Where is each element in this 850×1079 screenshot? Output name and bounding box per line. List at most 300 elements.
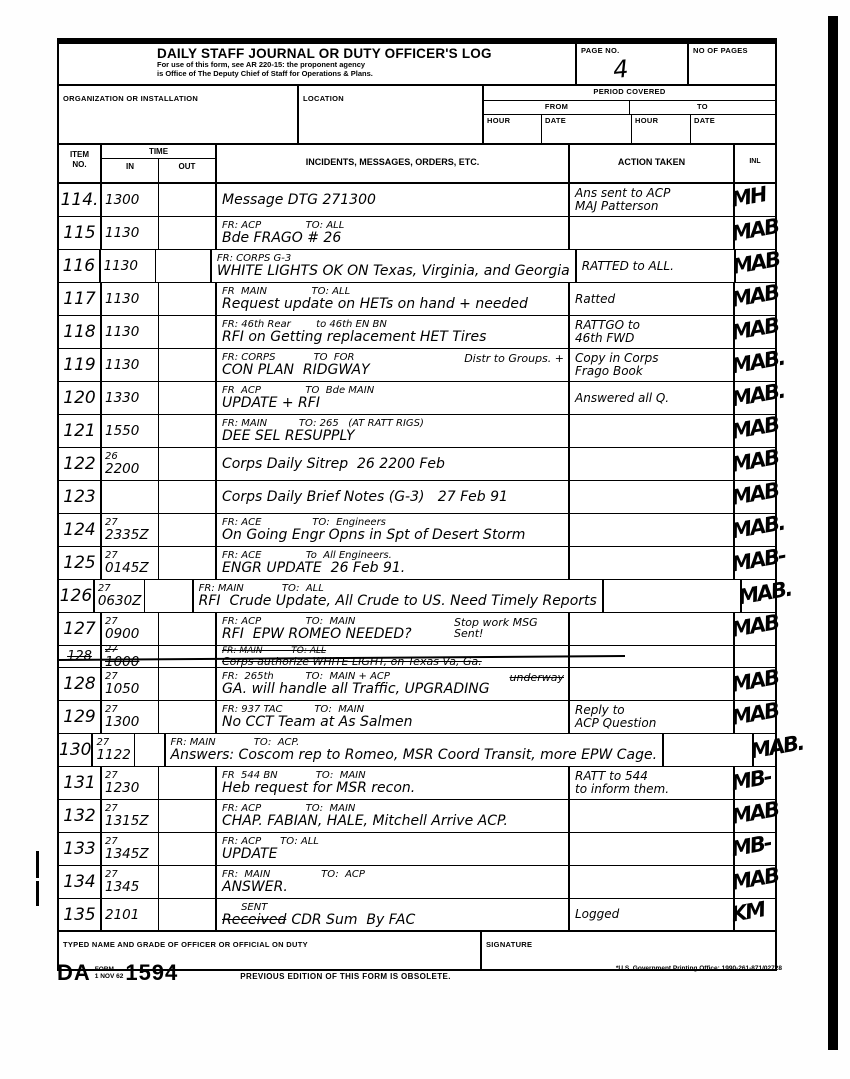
initials-cell	[748, 730, 806, 766]
action-line-2: MAJ Patterson	[575, 199, 659, 213]
time-day: 27	[97, 583, 111, 594]
log-row	[59, 445, 780, 481]
incident-text: CHAP. FABIAN, HALE, Mitchell Arrive ACP.	[222, 813, 508, 829]
incident-text: GA. will handle all Traffic, UPGRADING	[222, 681, 490, 697]
action-line-1: Ratted	[575, 291, 616, 306]
item-no-cell: 135	[59, 899, 102, 930]
time-day: 27	[96, 737, 110, 748]
time-day: 27	[105, 704, 118, 715]
time-value: 1122	[96, 747, 131, 763]
incident-text: Corps Daily Sitrep 26 2200 Feb	[222, 455, 445, 472]
initials-cell	[729, 345, 786, 381]
item-no-cell: 120	[59, 382, 102, 414]
margin-mark	[36, 881, 39, 906]
incident-from-to: FR: MAIN TO: ALL	[198, 583, 324, 594]
incident-from-to: FR: ACP TO: MAIN	[222, 803, 356, 814]
time-out-cell	[159, 448, 217, 480]
log-row	[59, 610, 780, 646]
time-in-cell	[102, 184, 159, 216]
action-taken-cell	[570, 481, 735, 513]
incident-from-to: FR: ACP TO: MAIN	[222, 616, 356, 627]
log-row	[59, 247, 782, 283]
title-cell	[59, 44, 575, 84]
incident-from-to: FR: 937 TAC TO: MAIN	[222, 704, 365, 715]
incident-from-to: FR ACP TO Bde MAIN	[222, 385, 375, 396]
item-no-cell: 118	[59, 316, 102, 348]
item-no-cell: 116	[59, 250, 101, 282]
log-row	[59, 313, 780, 349]
initials-scribble: MAB	[729, 665, 780, 697]
incident-text: RFI on Getting replacement HET Tires	[222, 329, 487, 345]
time-value: 1130	[103, 258, 138, 274]
page-no-value: 4	[611, 54, 630, 84]
action-taken-cell	[570, 415, 735, 447]
time-out-cell	[159, 767, 217, 799]
incident-cell	[217, 833, 570, 865]
log-row	[59, 830, 775, 866]
incident-cell	[217, 316, 570, 348]
incident-text: Heb request for MSR recon.	[222, 780, 416, 796]
time-in-cell	[93, 734, 134, 766]
initials-scribble: MAB	[729, 214, 780, 246]
initials-scribble: MAB	[729, 445, 780, 477]
to-date-label: DATE	[694, 116, 716, 125]
action-taken-cell	[604, 580, 742, 612]
action-line-2: to inform them.	[575, 782, 670, 796]
signature-label: SIGNATURE	[486, 940, 533, 949]
incident-cell	[217, 283, 570, 315]
log-row	[59, 214, 780, 250]
initials-scribble: MAB.	[748, 730, 806, 764]
incident-text: Answers: Coscom rep to Romeo, MSR Coord Transit, more EPW Cage.	[170, 747, 658, 763]
incident-from-to: FR 544 BN TO: MAIN	[222, 770, 366, 781]
incident-from-to: FR: MAIN TO: ACP	[222, 869, 365, 880]
log-rows	[59, 182, 806, 932]
incident-text: UPDATE + RFI	[222, 395, 320, 411]
item-no-cell: 127	[59, 613, 102, 645]
log-row	[59, 378, 786, 415]
action-line-2: Frago Book	[575, 364, 643, 378]
time-in-cell	[102, 643, 159, 670]
action-taken-cell	[570, 283, 735, 315]
incident-note: Stop work MSG Sent!	[454, 616, 538, 640]
log-row	[59, 510, 786, 547]
time-in-cell	[102, 668, 159, 700]
title-band	[59, 44, 775, 86]
time-value: 0900	[105, 626, 140, 642]
time-in-label: IN	[102, 159, 159, 182]
log-row	[59, 863, 780, 899]
item-no-cell: 126	[59, 580, 95, 612]
log-row	[59, 412, 780, 448]
log-row	[59, 899, 775, 932]
time-in-cell	[102, 547, 159, 579]
time-out-cell	[159, 184, 217, 216]
time-out-cell	[135, 734, 166, 766]
time-in-cell	[102, 217, 159, 249]
time-out-cell	[159, 547, 217, 579]
time-in-cell	[102, 767, 159, 799]
initials-cell	[729, 797, 780, 832]
time-in-cell	[102, 800, 159, 832]
time-in-cell	[102, 613, 159, 645]
incident-from-to: FR MAIN TO: ALL	[222, 286, 351, 297]
initials-scribble: MAB	[729, 280, 780, 312]
incident-cell	[217, 701, 570, 733]
item-no-cell: 128	[59, 646, 102, 667]
initials-header: INL	[749, 158, 761, 165]
time-day: 27	[105, 770, 118, 781]
log-row	[59, 643, 775, 670]
time-out-cell	[159, 349, 217, 381]
initials-scribble: MB-	[729, 830, 773, 862]
incident-from-to: FR: ACP TO: ALL	[222, 220, 345, 231]
item-no-cell: 132	[59, 800, 102, 832]
time-out-cell	[159, 415, 217, 447]
time-value: 1130	[105, 324, 140, 340]
incident-text: No CCT Team at As Salmen	[222, 714, 413, 730]
action-taken-cell	[570, 701, 735, 733]
log-row	[59, 698, 780, 734]
incident-cell	[217, 415, 570, 447]
time-header	[102, 145, 217, 182]
initials-scribble: MAB.	[729, 378, 786, 412]
time-out-cell	[145, 580, 193, 612]
item-no-cell: 119	[59, 349, 102, 381]
incident-cell	[217, 866, 570, 898]
incident-cell	[217, 646, 570, 667]
incident-from-to: SENT	[222, 901, 268, 913]
time-out-cell	[159, 800, 217, 832]
time-value: 1230	[105, 780, 140, 796]
page-no-cell	[575, 44, 687, 84]
initials-cell	[729, 182, 775, 216]
time-day: 27	[105, 836, 118, 847]
action-taken-cell	[570, 382, 735, 414]
incident-from-to: FR: CORPS TO FOR	[222, 352, 355, 363]
incident-cell	[217, 514, 570, 546]
initials-cell	[729, 764, 775, 799]
incident-text: RFI Crude Update, All Crude to US. Need Timely Reports	[198, 593, 597, 609]
initials-cell	[736, 576, 793, 612]
item-no-cell: 121	[59, 415, 102, 447]
incident-cell	[194, 580, 604, 612]
time-out-cell	[159, 481, 217, 513]
form-title: DAILY STAFF JOURNAL OR DUTY OFFICER'S LOG	[157, 46, 492, 61]
incident-from-to: FR: MAIN TO: 265 (AT RATT RIGS)	[222, 418, 424, 429]
scan-edge-bar	[828, 16, 838, 1050]
time-value: 1130	[105, 291, 140, 307]
time-value: 1000	[105, 653, 140, 670]
gpo-note: *U.S. Government Printing Office: 1990-261-871/02728	[615, 965, 782, 972]
incident-cell	[217, 349, 570, 381]
action-line-1: Copy in Corps	[575, 351, 659, 365]
initials-cell	[729, 412, 780, 447]
action-line-1: Answered all Q.	[575, 390, 670, 405]
incident-cell	[217, 217, 570, 249]
form-body	[57, 38, 806, 971]
incident-cell	[212, 250, 577, 282]
initials-scribble: KM	[729, 897, 767, 927]
form-subtitle-2: is Office of The Deputy Chief of Staff for Operations & Plans.	[157, 68, 373, 78]
time-out-cell	[159, 316, 217, 348]
action-line-2: ACP Question	[575, 716, 657, 730]
time-value: 1130	[105, 357, 140, 373]
initials-cell	[729, 543, 787, 579]
initials-cell	[729, 665, 780, 700]
typed-name-label: TYPED NAME AND GRADE OF OFFICER OR OFFICIAL ON DUTY	[63, 940, 308, 949]
action-taken-cell	[570, 613, 735, 645]
initials-cell	[729, 698, 780, 733]
initials-cell	[729, 280, 780, 315]
time-out-cell	[159, 646, 217, 667]
margin-mark	[36, 851, 39, 878]
action-line-1: Logged	[575, 907, 620, 921]
log-row	[59, 730, 806, 767]
incident-text: Bde FRAGO # 26	[222, 230, 342, 246]
time-day: 27	[105, 643, 118, 655]
item-no-cell: 114.	[59, 184, 102, 216]
time-in-cell	[102, 899, 159, 930]
form-number: 1594	[125, 960, 179, 985]
incidents-header: INCIDENTS, MESSAGES, ORDERS, ETC.	[217, 145, 570, 182]
action-line-1: RATTGO to	[575, 318, 640, 332]
item-no-cell: 115	[59, 217, 102, 249]
initials-cell	[729, 897, 775, 930]
time-in-cell	[102, 448, 159, 480]
initials-scribble: MAB-	[729, 543, 787, 577]
initials-scribble: MAB.	[729, 345, 786, 379]
time-value: 2101	[105, 906, 140, 923]
log-row	[59, 184, 775, 217]
action-line-1: RATT to 544	[575, 769, 648, 783]
incident-cell	[217, 899, 570, 930]
time-value: 2200	[105, 461, 140, 477]
log-row	[59, 345, 786, 382]
incident-cell	[217, 547, 570, 579]
log-row	[59, 478, 780, 514]
time-value: 1315Z	[105, 813, 149, 829]
time-day: 27	[105, 616, 118, 627]
da-mark: DA	[57, 960, 91, 985]
time-out-cell	[159, 613, 217, 645]
time-in-cell	[95, 580, 146, 612]
organization-cell	[59, 86, 297, 143]
log-row	[59, 576, 793, 613]
initials-scribble: MAB	[729, 313, 780, 345]
incident-text: DEE SEL RESUPPLY	[222, 428, 355, 444]
incident-text: Received CDR Sum By FAC	[222, 911, 416, 928]
no-of-pages-label: NO OF PAGES	[693, 46, 748, 55]
initials-cell	[729, 214, 780, 249]
incident-cell	[217, 448, 570, 480]
initials-cell	[729, 478, 780, 513]
page-no-label: PAGE NO.	[581, 46, 620, 55]
action-taken-cell	[570, 349, 735, 381]
initials-scribble: MAB	[729, 478, 780, 510]
to-label: TO	[697, 102, 708, 111]
initials-cell	[729, 510, 786, 546]
time-value: 0630Z	[97, 593, 142, 609]
action-line-2: 46th FWD	[575, 331, 635, 345]
initials-cell	[730, 247, 782, 282]
action-line-1: Reply to	[575, 703, 625, 717]
incident-text: RFI EPW ROMEO NEEDED?	[222, 626, 412, 642]
initials-cell	[729, 830, 775, 865]
time-out-cell	[159, 833, 217, 865]
time-out-cell	[159, 382, 217, 414]
item-no-cell: 117	[59, 283, 102, 315]
time-day: 26	[105, 451, 118, 462]
incident-from-to: FR: MAIN TO: ALL	[222, 645, 327, 656]
action-taken-cell	[570, 184, 735, 216]
log-row	[59, 764, 775, 800]
incident-text: Message DTG 271300	[222, 191, 376, 208]
time-value: 1300	[105, 192, 140, 208]
incident-text: UPDATE	[222, 846, 278, 862]
incident-from-to: FR: ACE To All Engineers.	[222, 550, 392, 561]
info-band	[59, 86, 775, 145]
incident-note: Distr to Groups. +	[464, 352, 564, 365]
time-in-cell	[102, 316, 159, 348]
initials-scribble: MAB	[729, 863, 780, 895]
action-taken-cell	[570, 899, 735, 930]
time-value: 1130	[105, 225, 140, 241]
incident-from-to: FR: CORPS G-3	[216, 253, 292, 264]
action-line-1: Ans sent to ACP	[575, 186, 671, 200]
time-out-label: OUT	[178, 162, 196, 171]
to-hour-label: HOUR	[632, 115, 691, 143]
time-out-cell	[159, 217, 217, 249]
item-no-cell: 122	[59, 448, 102, 480]
incident-cell	[217, 668, 570, 700]
incident-text: Corps authorize WHITE LIGHT, on Texas Va, Ga.	[222, 654, 482, 668]
incident-text: ENGR UPDATE 26 Feb 91.	[222, 560, 406, 576]
time-in-cell	[102, 349, 159, 381]
item-no-cell: 134	[59, 866, 102, 898]
incident-from-to: FR: ACP TO: ALL	[222, 836, 319, 847]
log-row	[59, 665, 780, 701]
incident-cell	[217, 184, 570, 216]
initials-scribble: MAB	[729, 698, 780, 730]
time-value: 1550	[105, 423, 140, 439]
time-value: 0145Z	[105, 560, 149, 576]
item-no-header: ITEM NO.	[59, 145, 102, 182]
item-no-cell: 131	[59, 767, 102, 799]
incident-text: CON PLAN RIDGWAY	[222, 362, 370, 378]
time-value: 1345Z	[105, 846, 149, 862]
no-of-pages-cell	[687, 44, 775, 84]
time-in-cell	[102, 701, 159, 733]
initials-cell	[729, 313, 780, 348]
initials-scribble: MAB	[729, 412, 780, 444]
initials-scribble: MAB.	[729, 510, 786, 544]
time-label: TIME	[102, 145, 215, 159]
time-out-cell	[159, 283, 217, 315]
period-covered-label: PERIOD COVERED	[484, 86, 775, 101]
incident-note: underway	[509, 671, 564, 684]
column-header-row	[59, 145, 775, 184]
time-out-cell	[159, 899, 217, 930]
initials-scribble: MB-	[729, 764, 773, 796]
initials-cell	[729, 378, 786, 414]
log-row	[59, 280, 780, 316]
time-day: 27	[105, 517, 118, 528]
time-out-cell	[159, 701, 217, 733]
action-taken-cell	[570, 767, 735, 799]
incident-from-to: FR: 265th TO: MAIN + ACP	[222, 671, 390, 682]
item-no-cell: 125	[59, 547, 102, 579]
incident-text: Corps Daily Brief Notes (G-3) 27 Feb 91	[222, 488, 508, 505]
action-taken-cell	[577, 250, 737, 282]
time-day: 27	[105, 869, 118, 880]
time-in-cell	[101, 250, 156, 282]
initials-scribble: MAB	[730, 247, 782, 279]
incident-text: Request update on HETs on hand + needed	[222, 296, 528, 312]
location-label: LOCATION	[303, 94, 345, 103]
incident-from-to: FR: ACE TO: Engineers	[222, 517, 386, 528]
item-no-cell: 133	[59, 833, 102, 865]
incident-cell	[217, 382, 570, 414]
action-taken-cell	[570, 448, 735, 480]
hour-date-row	[484, 115, 775, 143]
from-label: FROM	[484, 101, 630, 114]
time-in-cell	[102, 833, 159, 865]
action-taken-cell	[570, 668, 735, 700]
time-day: 27	[105, 803, 118, 814]
period-covered-cell	[482, 86, 775, 143]
item-no-cell: 130	[59, 734, 93, 766]
initials-scribble: MAB	[729, 610, 780, 642]
time-in-cell	[102, 415, 159, 447]
from-to-row	[484, 101, 775, 115]
time-day: 27	[105, 550, 118, 561]
log-row	[59, 797, 780, 833]
form-footer	[57, 962, 790, 984]
item-no-cell: 129	[59, 701, 102, 733]
incident-text: On Going Engr Opns in Spt of Desert Storm	[222, 527, 526, 543]
time-out-cell	[159, 514, 217, 546]
time-in-cell	[102, 481, 159, 513]
time-out-cell	[156, 250, 212, 282]
time-value: 1330	[105, 390, 140, 406]
form-subtitle-1: For use of this form, see AR 220-15: the proponent agency	[157, 60, 366, 69]
action-line-1: RATTED to ALL.	[581, 258, 674, 273]
time-value: 1345	[105, 879, 140, 895]
time-in-cell	[102, 866, 159, 898]
action-taken-cell	[570, 833, 735, 865]
action-taken-cell	[570, 866, 735, 898]
incident-cell	[217, 613, 570, 645]
from-hour-label: HOUR	[484, 115, 542, 143]
incident-from-to: FR: MAIN TO: ACP.	[170, 737, 300, 748]
action-taken-cell	[570, 547, 735, 579]
initials-scribble: MH	[729, 182, 768, 212]
item-no-cell: 123	[59, 481, 102, 513]
initials-cell	[729, 610, 780, 645]
time-out-cell	[159, 866, 217, 898]
item-no-cell: 124	[59, 514, 102, 546]
action-taken-header: ACTION TAKEN	[570, 145, 735, 182]
action-taken-cell	[570, 316, 735, 348]
incident-from-to: FR: 46th Rear to 46th EN BN	[222, 319, 387, 330]
action-taken-cell	[570, 800, 735, 832]
time-value: 1300	[105, 714, 140, 730]
log-row	[59, 543, 787, 580]
organization-label: ORGANIZATION OR INSTALLATION	[63, 94, 199, 103]
time-in-cell	[102, 514, 159, 546]
incident-text: ANSWER.	[222, 879, 288, 895]
